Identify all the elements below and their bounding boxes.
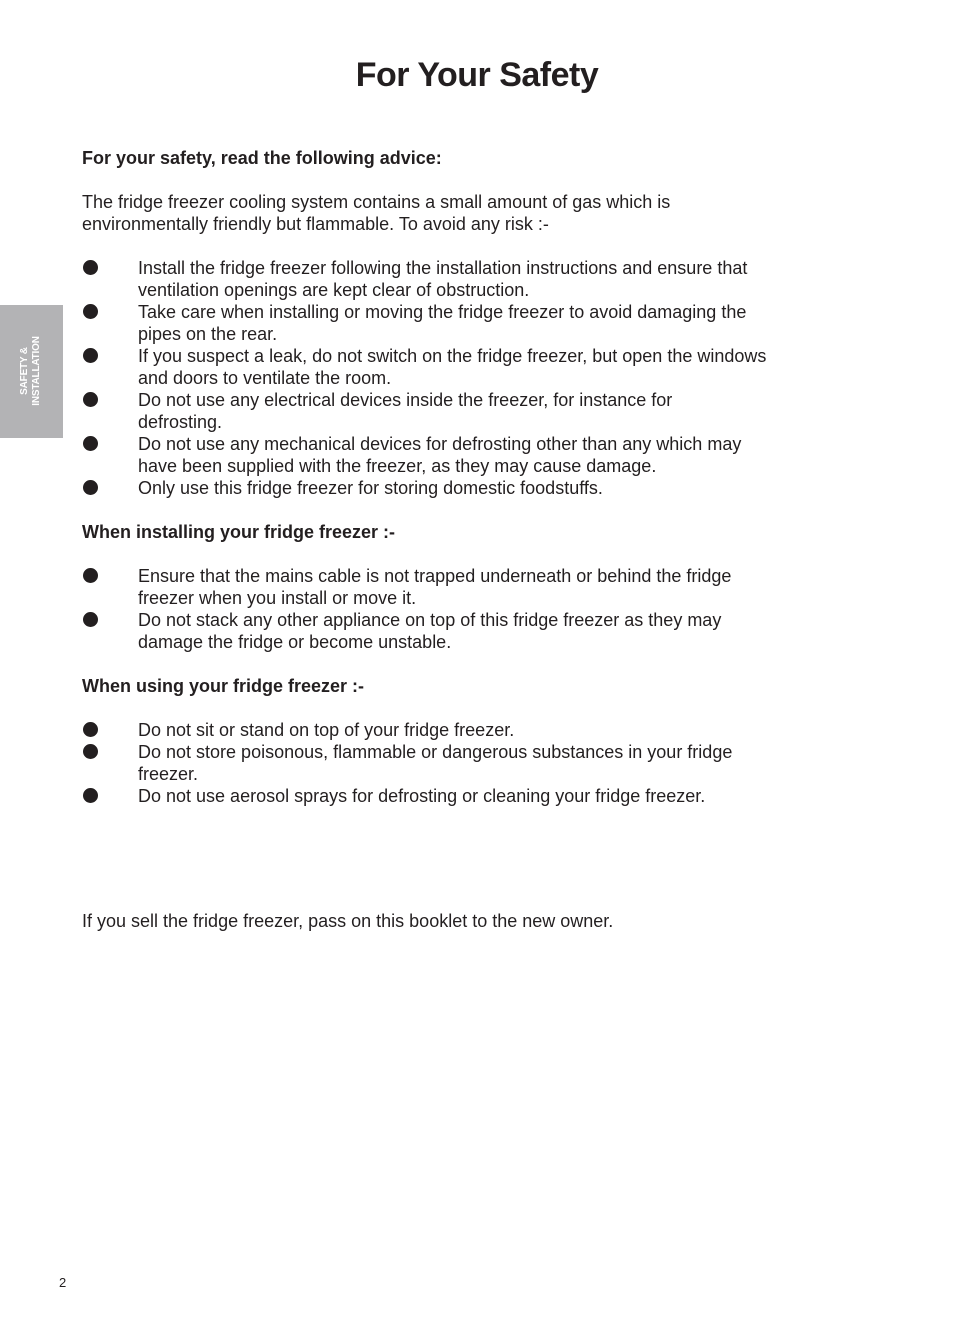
- list-item-line1: Do not use aerosol sprays for defrosting or cleaning your fridge freezer.: [138, 786, 706, 806]
- list-item-line1: Ensure that the mains cable is not trapped underneath or behind the fridge: [138, 566, 732, 586]
- side-tab-label: [19, 336, 43, 405]
- installing-heading: When installing your fridge freezer :-: [82, 522, 396, 542]
- list-item: [82, 741, 872, 785]
- list-item-line2: ventilation openings are kept clear of obstruction.: [138, 280, 530, 300]
- list-item-line1: Do not use any mechanical devices for defrosting other than any which may: [138, 434, 742, 454]
- closing-note: If you sell the fridge freezer, pass on this booklet to the new owner.: [82, 911, 614, 931]
- intro-paragraph-line2: environmentally friendly but flammable. To avoid any risk :-: [82, 214, 549, 234]
- list-item-line1: Take care when installing or moving the fridge freezer to avoid damaging the: [138, 302, 747, 322]
- intro-paragraph-line1: The fridge freezer cooling system contains a small amount of gas which is: [82, 192, 671, 212]
- page-title: For Your Safety: [355, 56, 599, 94]
- list-item-line1: Do not sit or stand on top of your fridge freezer.: [138, 720, 515, 740]
- bullet-dot-icon: [83, 744, 98, 759]
- safety-content: [82, 147, 872, 807]
- list-item: [82, 565, 872, 609]
- bullet-dot-icon: [83, 722, 98, 737]
- list-item-line1: Install the fridge freezer following the installation instructions and ensure that: [138, 258, 748, 278]
- list-item: [82, 609, 872, 653]
- list-item-line1: Do not use any electrical devices inside the freezer, for instance for: [138, 390, 673, 410]
- bullet-dot-icon: [83, 304, 98, 319]
- bullet-dot-icon: [83, 260, 98, 275]
- list-item-line2: defrosting.: [138, 412, 223, 432]
- list-item: [82, 301, 872, 345]
- list-item: [82, 257, 872, 301]
- list-item-line1: Do not stack any other appliance on top of this fridge freezer as they may: [138, 610, 722, 630]
- list-item: [82, 477, 872, 499]
- list-item-line2: have been supplied with the freezer, as they may cause damage.: [138, 456, 657, 476]
- list-item-line1: Only use this fridge freezer for storing domestic foodstuffs.: [138, 478, 603, 498]
- side-tab-label-line2: INSTALLATION: [31, 336, 42, 406]
- bullet-dot-icon: [83, 788, 98, 803]
- bullet-dot-icon: [83, 568, 98, 583]
- intro-heading: For your safety, read the following advice:: [82, 148, 442, 168]
- using-heading: When using your fridge freezer :-: [82, 676, 365, 696]
- list-item: [82, 433, 872, 477]
- bullet-dot-icon: [83, 480, 98, 495]
- list-item: [82, 719, 872, 741]
- bullet-dot-icon: [83, 348, 98, 363]
- page-number: 2: [59, 1275, 67, 1290]
- bullet-dot-icon: [83, 612, 98, 627]
- list-item-line2: damage the fridge or become unstable.: [138, 632, 452, 652]
- bullet-dot-icon: [83, 392, 98, 407]
- intro-paragraph: [82, 191, 872, 235]
- list-item: [82, 389, 872, 433]
- list-item: [82, 785, 872, 807]
- list-item: [82, 345, 872, 389]
- list-item-line2: freezer.: [138, 764, 199, 784]
- side-tab-label-line1: SAFETY &: [19, 347, 30, 395]
- section-side-tab: [0, 305, 63, 438]
- list-item-line2: and doors to ventilate the room.: [138, 368, 392, 388]
- list-item-line1: Do not store poisonous, flammable or dangerous substances in your fridge: [138, 742, 733, 762]
- bullet-dot-icon: [83, 436, 98, 451]
- list-item-line1: If you suspect a leak, do not switch on the fridge freezer, but open the windows: [138, 346, 767, 366]
- installing-bullet-list: [82, 565, 872, 653]
- using-bullet-list: [82, 719, 872, 807]
- list-item-line2: freezer when you install or move it.: [138, 588, 417, 608]
- list-item-line2: pipes on the rear.: [138, 324, 278, 344]
- intro-bullet-list: [82, 257, 872, 499]
